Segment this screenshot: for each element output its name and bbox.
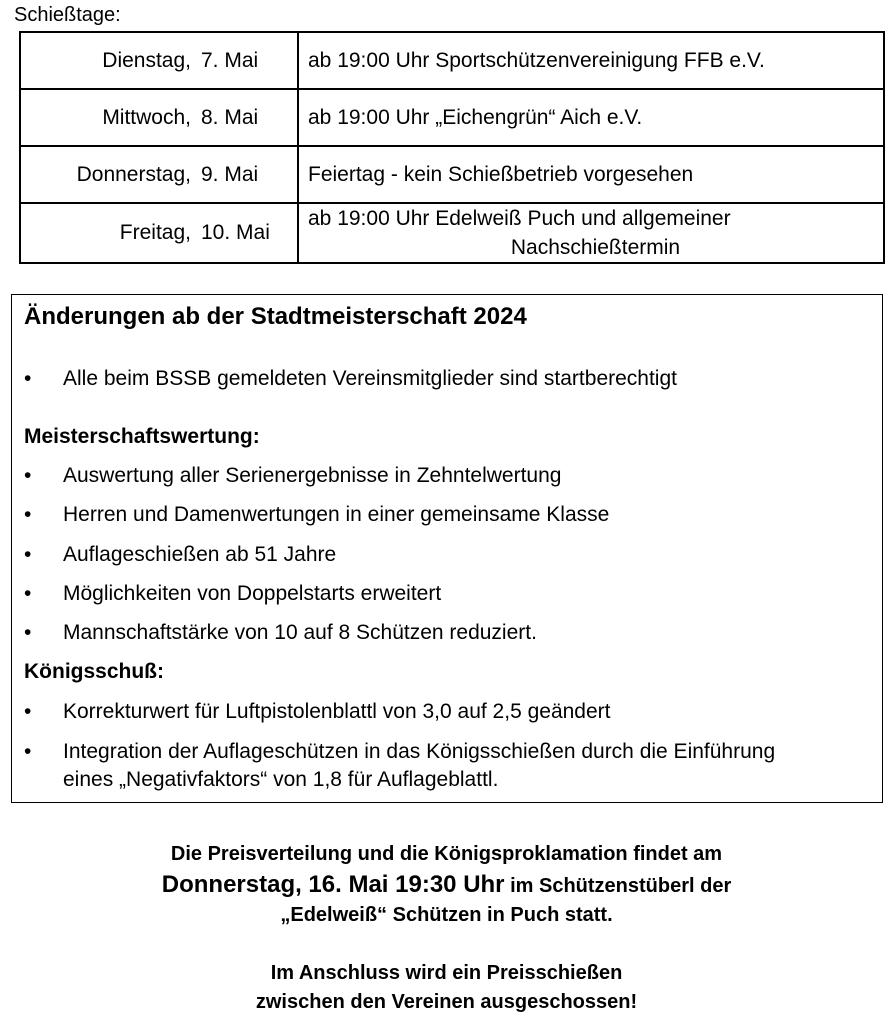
king-heading: Königsschuß:: [24, 660, 164, 683]
event-cell: [298, 146, 884, 203]
event-text: ab 19:00 Uhr Sportschützenvereinigung FFB e.V.: [308, 48, 765, 72]
bullet-icon: •: [24, 503, 32, 526]
table-row: [20, 89, 884, 146]
list-item-text: Möglichkeiten von Doppelstarts erweitert: [63, 582, 442, 605]
ceremony-location: im Schützenstüberl der: [504, 875, 732, 897]
bullet-icon: •: [24, 543, 32, 566]
closing-line-1: Die Preisverteilung und die Königsproklamation findet am: [170, 843, 723, 865]
event-text: Feiertag - kein Schießbetrieb vorgesehen: [308, 162, 694, 186]
table-row: [20, 203, 884, 263]
date: 7. Mai: [201, 48, 259, 72]
day-cell: [20, 146, 298, 203]
list-item-text: Auswertung aller Serienergebnisse in Zehntelwertung: [63, 464, 562, 487]
list-item-text: Integration der Auflageschützen in das Königsschießen durch die Einführung eines „Negativfaktors“ von 1,8 für Auflageblattl.: [63, 740, 776, 791]
weekday: Donnerstag,: [76, 162, 191, 186]
list-item-text: Mannschaftstärke von 10 auf 8 Schützen reduziert.: [63, 621, 537, 644]
list-item-text: Auflageschießen ab 51 Jahre: [63, 543, 337, 566]
event-text-line2: Nachschießtermin: [510, 236, 681, 259]
closing-line-3: „Edelweiß“ Schützen in Puch statt.: [280, 904, 613, 926]
date: 9. Mai: [201, 162, 259, 186]
closing-line-5: zwischen den Vereinen ausgeschossen!: [255, 991, 638, 1013]
changes-box: [11, 294, 883, 803]
date: 8. Mai: [201, 105, 259, 129]
day-cell: [20, 32, 298, 89]
table-row: [20, 146, 884, 203]
event-text: ab 19:00 Uhr „Eichengrün“ Aich e.V.: [308, 105, 643, 129]
list-item-text: Alle beim BSSB gemeldeten Vereinsmitglieder sind startberechtigt: [63, 367, 677, 390]
weekday: Mittwoch,: [102, 105, 191, 129]
bullet-icon: •: [24, 582, 32, 605]
bullet-icon: •: [24, 464, 32, 487]
day-cell: [20, 89, 298, 146]
changes-title: Änderungen ab der Stadtmeisterschaft 2024: [24, 303, 527, 330]
bullet-icon: •: [24, 621, 32, 644]
schedule-table: [19, 31, 885, 264]
ceremony-date: Donnerstag, 16. Mai 19:30 Uhr: [161, 871, 505, 898]
weekday: Dienstag,: [102, 48, 191, 72]
closing-line-2: [0, 871, 893, 899]
date: 10. Mai: [201, 221, 270, 244]
schedule-heading: Schießtage:: [14, 4, 121, 26]
weekday: Freitag,: [119, 221, 191, 244]
list-item-text: Korrekturwert für Luftpistolenblattl von 3,0 auf 2,5 geändert: [63, 700, 611, 723]
bullet-icon: •: [24, 367, 32, 390]
bullet-icon: •: [24, 740, 32, 763]
event-cell: [298, 89, 884, 146]
day-cell: [20, 203, 298, 263]
event-cell: [298, 32, 884, 89]
event-text: ab 19:00 Uhr Edelweiß Puch und allgemeiner: [308, 207, 731, 230]
championship-heading: Meisterschaftswertung:: [24, 425, 260, 448]
closing-line-4: Im Anschluss wird ein Preisschießen: [270, 962, 623, 984]
event-cell: [298, 203, 884, 263]
bullet-icon: •: [24, 700, 32, 723]
list-item-text: Herren und Damenwertungen in einer gemeinsame Klasse: [63, 503, 610, 526]
table-row: [20, 32, 884, 89]
